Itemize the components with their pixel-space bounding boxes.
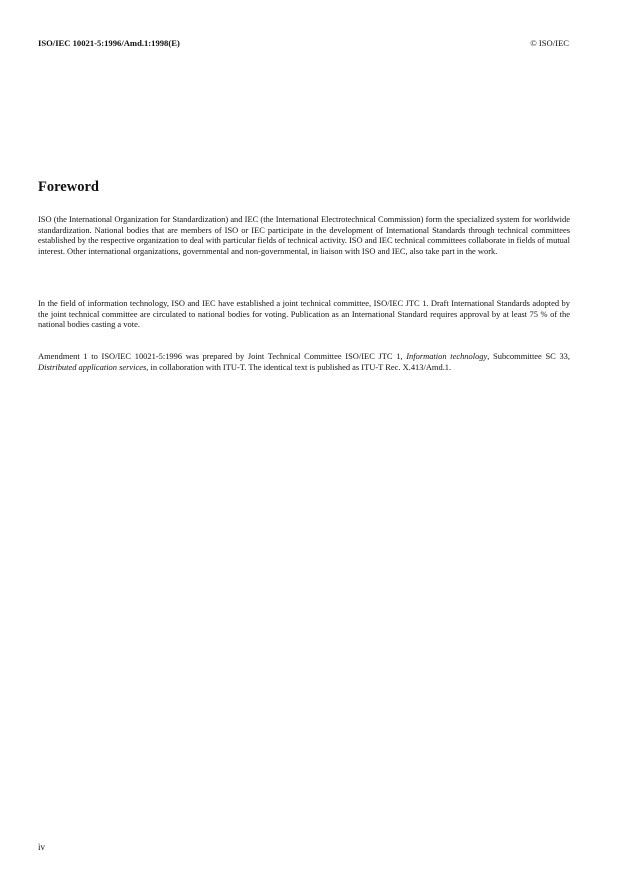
- subcommittee-name: Distributed application services: [38, 361, 147, 372]
- committee-name: Information technology: [406, 351, 488, 361]
- foreword-title: Foreword: [38, 179, 99, 195]
- paragraph-3-text-part-3: , in collaboration with ITU-T. The identical text is published as ITU-T Rec. X.413/Amd.1.: [146, 361, 452, 372]
- foreword-paragraph-2: In the field of information technology, ISO and IEC have established a joint technical committee, ISO/IEC JTC 1. Draft International Standards adopted by the joint technical committee are circulated to national bodies for voting. Publication as an International Standard requires approval by at least 75 % of the national bodies casting a vote.: [38, 298, 570, 330]
- copyright-notice: © ISO/IEC: [530, 38, 569, 48]
- paragraph-3-text-part-1: Amendment 1 to ISO/IEC 10021-5:1996 was prepared by Joint Technical Committee ISO/IEC JTC 1,: [38, 351, 407, 361]
- paragraph-3-text-part-2: , Subcommittee SC 33,: [487, 351, 571, 361]
- page-number: iv: [38, 842, 46, 852]
- foreword-paragraph-3: [38, 351, 570, 372]
- foreword-paragraph-1: ISO (the International Organization for Standardization) and IEC (the International Electrotechnical Commission) form the specialized system for worldwide standardization. National bodies that are members of ISO or IEC participate in the development of International Standards through technical committees established by the respective organization to deal with particular fields of technical activity. ISO and IEC technical committees collaborate in fields of mutual interest. Other international organizations, governmental and non-governmental, in liaison with ISO and IEC, also take part in the work.: [38, 214, 570, 256]
- document-identifier: ISO/IEC 10021-5:1996/Amd.1:1998(E): [38, 38, 180, 48]
